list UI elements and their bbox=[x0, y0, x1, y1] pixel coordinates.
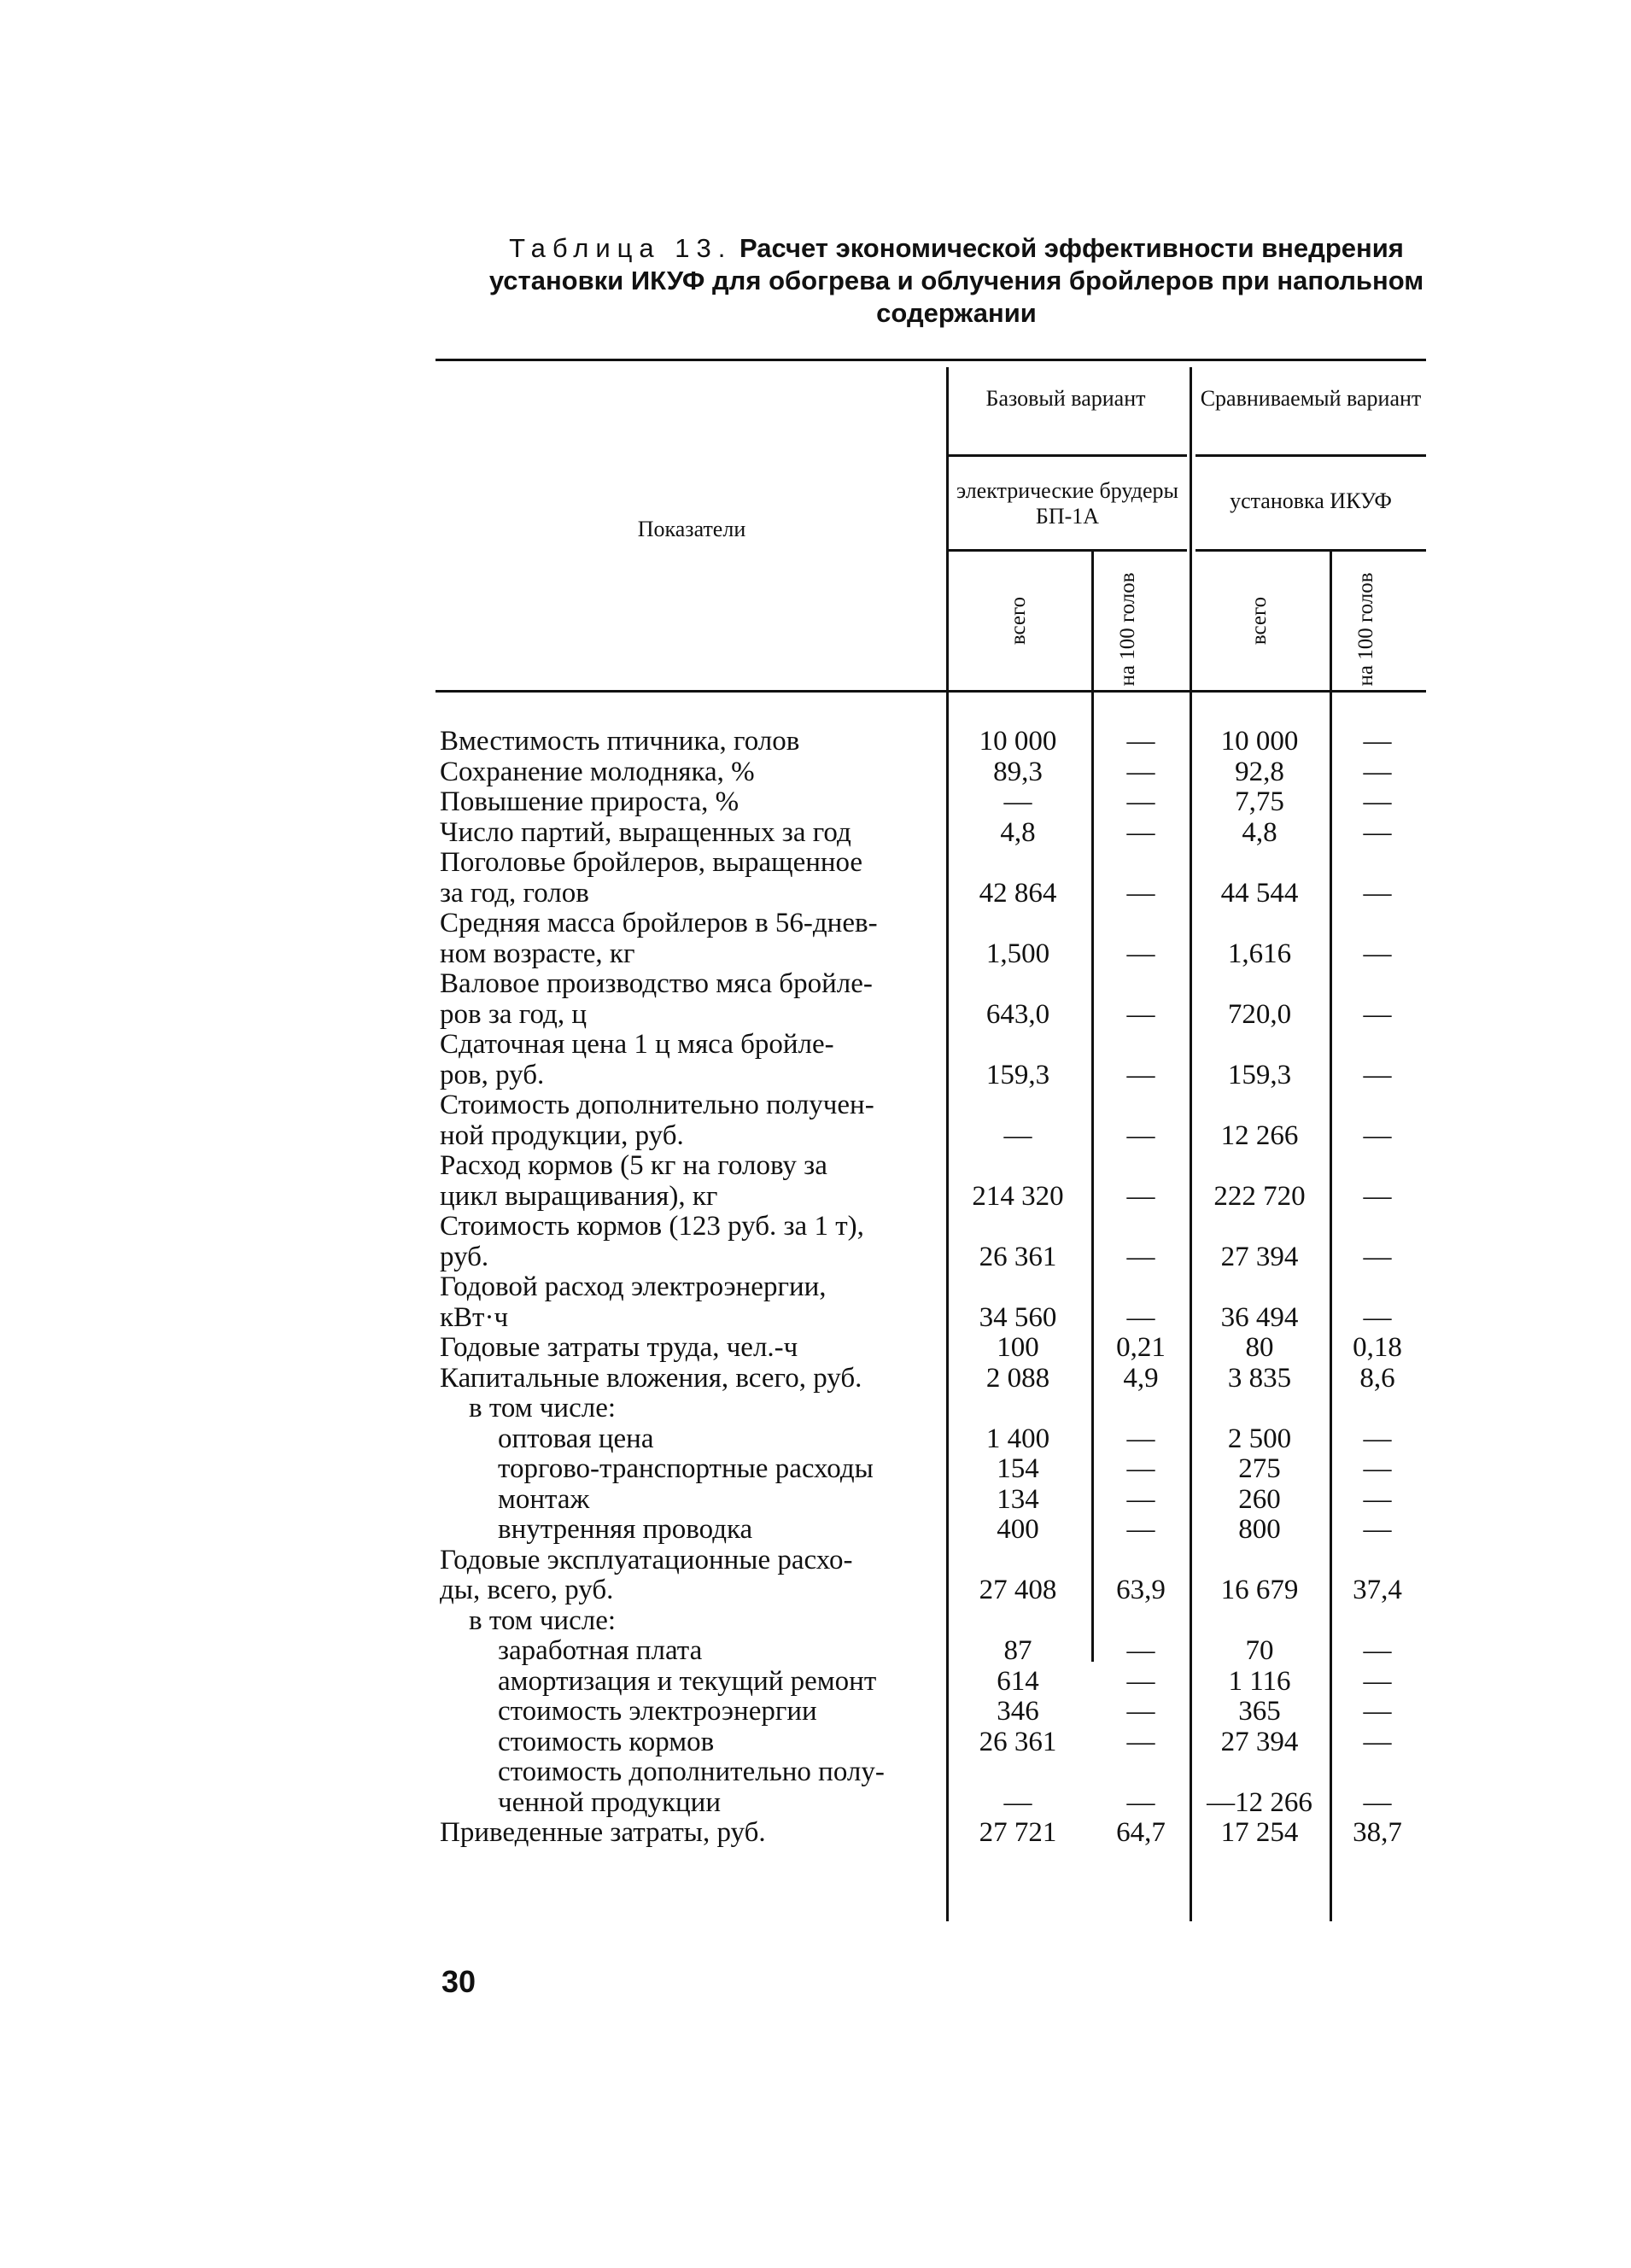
row-label: внутренняя проводка bbox=[498, 1514, 753, 1545]
cell-c-total: 800 bbox=[1238, 1514, 1281, 1545]
cell-b-total: 2 088 bbox=[985, 1362, 1050, 1394]
cell-b-100: — bbox=[1126, 1514, 1155, 1545]
cell-b-total: — bbox=[1003, 1786, 1032, 1818]
cell-c-total: 365 bbox=[1238, 1696, 1281, 1727]
cell-b-total: 1,500 bbox=[985, 938, 1050, 969]
cell-b-100: — bbox=[1126, 1786, 1155, 1818]
base-equipment-rule bbox=[948, 549, 1187, 552]
row-label: ченной продукции bbox=[498, 1786, 721, 1818]
cell-b-100: — bbox=[1126, 726, 1155, 757]
cell-b-total: 27 721 bbox=[979, 1817, 1057, 1848]
cell-b-total: 1 400 bbox=[985, 1423, 1050, 1454]
header-compare-equipment: установка ИКУФ bbox=[1230, 488, 1392, 513]
cell-b-100: — bbox=[1126, 998, 1155, 1030]
cell-c-total: 3 835 bbox=[1227, 1362, 1292, 1394]
header-compare-per100 bbox=[1354, 552, 1402, 706]
cell-c-100: 8,6 bbox=[1359, 1362, 1395, 1394]
cell-c-100: — bbox=[1363, 1665, 1392, 1697]
header-base-total: всего bbox=[1007, 596, 1030, 646]
cell-b-100: — bbox=[1126, 1180, 1155, 1212]
header-base-per100 bbox=[1116, 552, 1164, 706]
cell-c-100: — bbox=[1363, 816, 1392, 848]
cell-b-total: 10 000 bbox=[979, 726, 1057, 757]
cell-c-100: — bbox=[1363, 1635, 1392, 1666]
cell-c-100: — bbox=[1363, 1453, 1392, 1484]
cell-b-total: 4,8 bbox=[1000, 816, 1036, 848]
cell-b-total: 643,0 bbox=[985, 998, 1050, 1030]
cell-b-100: — bbox=[1126, 1726, 1155, 1757]
row-label: ном возрасте, кг bbox=[440, 938, 635, 969]
cell-b-total: 26 361 bbox=[979, 1241, 1057, 1272]
row-label: в том числе: bbox=[469, 1393, 617, 1423]
header-indicators: Показатели bbox=[637, 517, 746, 541]
cell-b-total: 100 bbox=[997, 1332, 1039, 1363]
row-label: торгово-транспортные расходы bbox=[498, 1453, 874, 1484]
cell-b-total: 346 bbox=[997, 1696, 1039, 1727]
cell-c-total: 80 bbox=[1245, 1332, 1274, 1363]
row-label: стоимость кормов bbox=[498, 1726, 715, 1757]
cell-c-100: — bbox=[1363, 1059, 1392, 1090]
cell-c-100: — bbox=[1363, 1696, 1392, 1727]
cell-c-100: — bbox=[1363, 1483, 1392, 1515]
row-label: Средняя масса бройлеров в 56-днев- bbox=[440, 908, 878, 938]
cell-c-total: 275 bbox=[1238, 1453, 1281, 1484]
row-label: заработная плата bbox=[498, 1635, 703, 1666]
cell-c-total: 260 bbox=[1238, 1483, 1281, 1515]
row-label: Стоимость кормов (123 руб. за 1 т), bbox=[440, 1211, 864, 1242]
cell-b-100: 64,7 bbox=[1116, 1817, 1166, 1848]
cell-b-total: 134 bbox=[997, 1483, 1039, 1515]
cell-c-100: — bbox=[1363, 1726, 1392, 1757]
cell-b-100: — bbox=[1126, 1423, 1155, 1454]
cell-c-total: 4,8 bbox=[1242, 816, 1277, 848]
cell-b-100: — bbox=[1126, 756, 1155, 787]
table-top-rule bbox=[436, 359, 1426, 361]
row-label: стоимость дополнительно полу- bbox=[498, 1757, 885, 1787]
cell-c-total: 2 500 bbox=[1227, 1423, 1292, 1454]
row-label: стоимость электроэнергии bbox=[498, 1696, 817, 1727]
row-label: монтаж bbox=[498, 1483, 590, 1515]
header-compare-variant: Сравниваемый вариант bbox=[1200, 386, 1422, 411]
row-label: ров за год, ц bbox=[440, 998, 587, 1030]
row-label: Годовые эксплуатационные расхо- bbox=[440, 1544, 853, 1575]
row-label: Поголовье бройлеров, выращенное bbox=[440, 847, 863, 878]
header-base-equipment: электрические брудеры БП-1А bbox=[956, 478, 1178, 529]
cell-b-100: — bbox=[1126, 786, 1155, 817]
cell-b-100: 63,9 bbox=[1116, 1575, 1166, 1605]
cell-b-100: — bbox=[1126, 1483, 1155, 1515]
row-label: Расход кормов (5 кг на голову за bbox=[440, 1150, 827, 1181]
row-label: ной продукции, руб. bbox=[440, 1119, 684, 1151]
row-label: Повышение прироста, % bbox=[440, 786, 740, 817]
cell-c-100: — bbox=[1363, 1119, 1392, 1151]
cell-b-total: 400 bbox=[997, 1514, 1039, 1545]
row-label: Стоимость дополнительно получен- bbox=[440, 1090, 874, 1120]
cell-b-total: 159,3 bbox=[985, 1059, 1050, 1090]
cell-c-100: — bbox=[1363, 877, 1392, 909]
cell-c-100: — bbox=[1363, 1786, 1392, 1818]
cell-b-total: 614 bbox=[997, 1665, 1039, 1697]
row-label: ды, всего, руб. bbox=[440, 1575, 614, 1605]
row-label: Сдаточная цена 1 ц мяса бройле- bbox=[440, 1029, 834, 1060]
column-rule-1 bbox=[946, 367, 949, 1921]
header-base-per100-text: на 100 голов bbox=[1116, 572, 1139, 687]
header-compare-total: всего bbox=[1248, 596, 1271, 646]
cell-b-100: — bbox=[1126, 1241, 1155, 1272]
cell-c-total: 1 116 bbox=[1228, 1665, 1291, 1697]
cell-b-100: — bbox=[1126, 877, 1155, 909]
table-caption bbox=[478, 232, 1435, 330]
cell-b-total: 27 408 bbox=[979, 1575, 1057, 1605]
header-base-variant: Базовый вариант bbox=[985, 386, 1146, 411]
cell-c-100: — bbox=[1363, 1301, 1392, 1333]
cell-c-total: 36 494 bbox=[1220, 1301, 1299, 1333]
row-label: амортизация и текущий ремонт bbox=[498, 1665, 877, 1697]
compare-equipment-rule bbox=[1195, 549, 1426, 552]
cell-b-100: — bbox=[1126, 1119, 1155, 1151]
row-label: Сохранение молодняка, % bbox=[440, 756, 755, 787]
cell-c-100: — bbox=[1363, 1241, 1392, 1272]
cell-c-total: 159,3 bbox=[1227, 1059, 1292, 1090]
cell-c-total: 70 bbox=[1245, 1635, 1274, 1666]
cell-b-100: — bbox=[1126, 816, 1155, 848]
cell-b-total: 26 361 bbox=[979, 1726, 1057, 1757]
cell-c-100: — bbox=[1363, 998, 1392, 1030]
cell-b-total: 214 320 bbox=[972, 1180, 1064, 1212]
cell-b-total: 42 864 bbox=[979, 877, 1057, 909]
cell-c-100: — bbox=[1363, 786, 1392, 817]
row-label: Вместимость птичника, голов bbox=[440, 726, 800, 757]
cell-c-100: — bbox=[1363, 756, 1392, 787]
cell-c-total: 7,75 bbox=[1235, 786, 1284, 817]
page-number: 30 bbox=[441, 1964, 476, 1999]
cell-c-100: — bbox=[1363, 726, 1392, 757]
cell-b-100: — bbox=[1126, 1453, 1155, 1484]
row-label: руб. bbox=[440, 1241, 489, 1272]
row-label: ров, руб. bbox=[440, 1059, 545, 1090]
caption-label: Таблица 13. bbox=[509, 233, 733, 263]
cell-c-total: 27 394 bbox=[1220, 1726, 1299, 1757]
cell-c-total: 720,0 bbox=[1227, 998, 1292, 1030]
row-label: оптовая цена bbox=[498, 1423, 654, 1454]
cell-c-100: — bbox=[1363, 1180, 1392, 1212]
cell-c-total: 16 679 bbox=[1220, 1575, 1299, 1605]
cell-b-total: — bbox=[1003, 786, 1032, 817]
row-label: Годовой расход электроэнергии, bbox=[440, 1271, 827, 1302]
cell-b-100: — bbox=[1126, 1301, 1155, 1333]
cell-b-total: 34 560 bbox=[979, 1301, 1057, 1333]
cell-c-100: — bbox=[1363, 938, 1392, 969]
header-compare-per100-text: на 100 голов bbox=[1354, 572, 1377, 687]
cell-c-100: — bbox=[1363, 1423, 1392, 1454]
row-label: цикл выращивания), кг bbox=[440, 1180, 718, 1212]
row-label: Валовое производство мяса бройле- bbox=[440, 968, 873, 999]
row-label: Годовые затраты труда, чел.-ч bbox=[440, 1332, 798, 1363]
cell-c-total: 44 544 bbox=[1220, 877, 1299, 909]
cell-b-total: 154 bbox=[997, 1453, 1039, 1484]
cell-c-total: 222 720 bbox=[1213, 1180, 1306, 1212]
cell-b-total: — bbox=[1003, 1119, 1032, 1151]
cell-b-100: — bbox=[1126, 1696, 1155, 1727]
caption-text: Расчет экономической эффективности внедрения установки ИКУФ для обогрева и облучения бройлеров при напольном содержании bbox=[488, 233, 1424, 328]
row-label: Приведенные затраты, руб. bbox=[440, 1817, 766, 1848]
cell-b-100: 4,9 bbox=[1123, 1362, 1159, 1394]
compare-variant-rule bbox=[1195, 454, 1426, 457]
cell-b-100: — bbox=[1126, 1635, 1155, 1666]
cell-c-total: 92,8 bbox=[1235, 756, 1284, 787]
header-bottom-rule bbox=[436, 690, 1426, 693]
row-label: Капитальные вложения, всего, руб. bbox=[440, 1362, 862, 1394]
cell-c-total: 12 266 bbox=[1220, 1119, 1299, 1151]
cell-c-total: 17 254 bbox=[1220, 1817, 1299, 1848]
cell-b-100: 0,21 bbox=[1116, 1332, 1166, 1363]
row-label: кВт·ч bbox=[440, 1301, 509, 1333]
cell-c-total: 10 000 bbox=[1220, 726, 1299, 757]
row-label: в том числе: bbox=[469, 1605, 617, 1636]
cell-c-100: 0,18 bbox=[1353, 1332, 1402, 1363]
row-label: Число партий, выращенных за год bbox=[440, 816, 851, 848]
cell-c-100: — bbox=[1363, 1514, 1392, 1545]
cell-c-100: 37,4 bbox=[1353, 1575, 1402, 1605]
cell-b-total: 87 bbox=[1003, 1635, 1032, 1666]
cell-b-total: 89,3 bbox=[993, 756, 1043, 787]
cell-c-total: 1,616 bbox=[1227, 938, 1292, 969]
cell-c-total: 27 394 bbox=[1220, 1241, 1299, 1272]
base-variant-rule bbox=[948, 454, 1187, 457]
cell-c-100: 38,7 bbox=[1353, 1817, 1402, 1848]
cell-c-total: —12 266 bbox=[1207, 1786, 1312, 1818]
cell-b-100: — bbox=[1126, 1665, 1155, 1697]
cell-b-100: — bbox=[1126, 938, 1155, 969]
row-label: за год, голов bbox=[440, 877, 589, 909]
cell-b-100: — bbox=[1126, 1059, 1155, 1090]
